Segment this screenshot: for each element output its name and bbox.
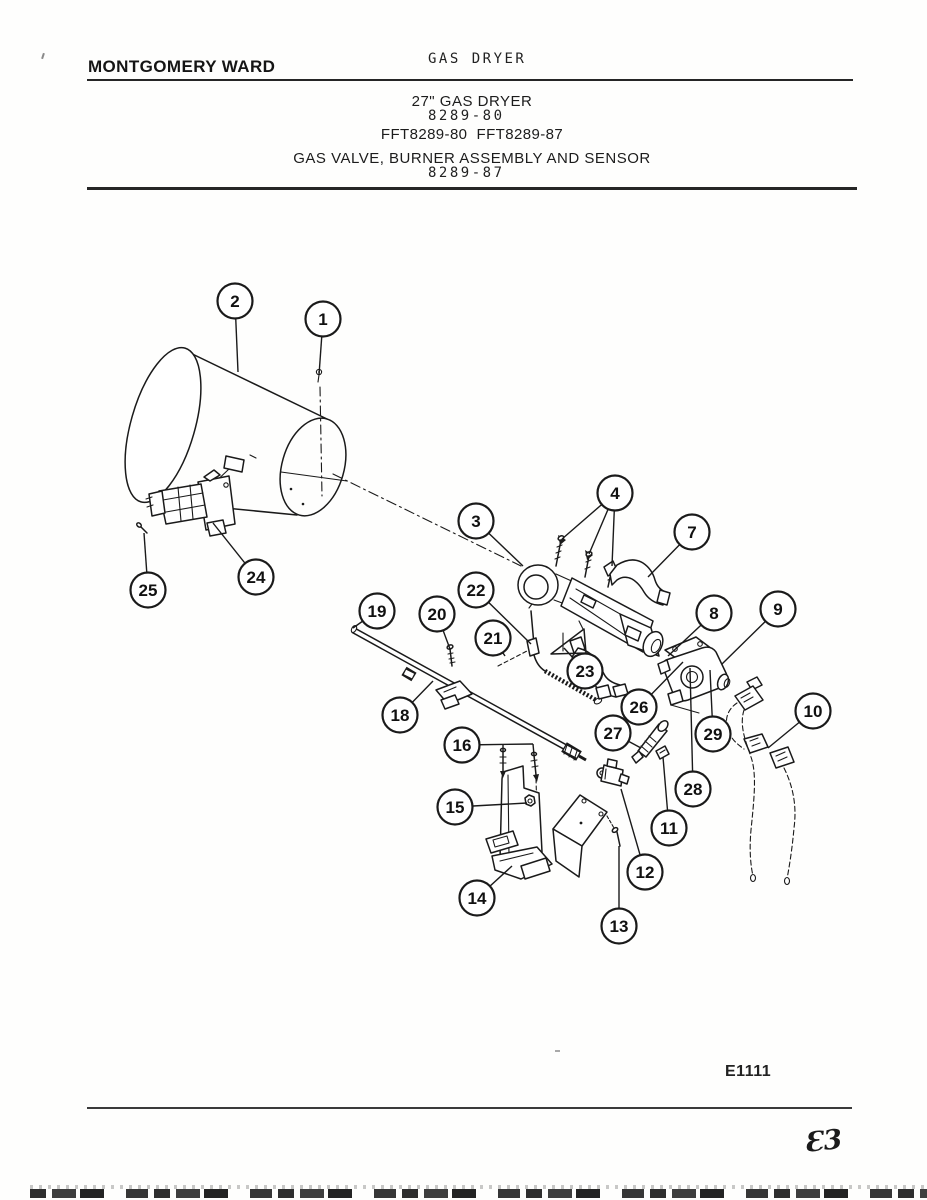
product-title: 27" GAS DRYER (411, 93, 533, 110)
svg-text:29: 29 (703, 725, 723, 744)
callout-4 (598, 476, 633, 511)
svg-text:11: 11 (660, 819, 678, 838)
svg-text:25: 25 (138, 581, 158, 600)
svg-text:16: 16 (452, 736, 472, 755)
callout-3 (459, 504, 494, 539)
svg-text:20: 20 (427, 605, 447, 624)
section-title: GAS VALVE, BURNER ASSEMBLY AND SENSOR (293, 150, 651, 167)
callout-22 (459, 573, 494, 608)
callout-2 (218, 284, 253, 319)
callout-12 (628, 855, 663, 890)
callout-14 (460, 881, 495, 916)
svg-text:14: 14 (467, 889, 487, 908)
callout-23 (568, 654, 603, 689)
svg-text:27: 27 (603, 724, 623, 743)
svg-text:22: 22 (466, 581, 486, 600)
callout-8 (697, 596, 732, 631)
diagram-code: E1111 (725, 1063, 772, 1080)
page-mark-handwritten: Ɛ3 (802, 1124, 844, 1159)
callout-29 (696, 717, 731, 752)
scan-speck (555, 1050, 560, 1052)
callout-balloons (131, 284, 831, 944)
callout-28 (676, 772, 711, 807)
svg-text:26: 26 (629, 698, 649, 717)
callout-26 (622, 690, 657, 725)
typed-line-2: 8289-80 (428, 108, 505, 124)
svg-text:3: 3 (471, 512, 481, 531)
brand-text: MONTGOMERY WARD (88, 57, 276, 76)
svg-text:2: 2 (230, 292, 240, 311)
part-gas-valve (658, 637, 731, 713)
centerlines (210, 387, 614, 846)
typed-line-1: GAS DRYER (428, 51, 527, 67)
callout-16 (445, 728, 480, 763)
svg-text:23: 23 (575, 662, 595, 681)
svg-text:21: 21 (483, 629, 503, 648)
model-numbers: FFT8289-80 FFT8289-87 (380, 126, 564, 143)
part-mount-bracket (486, 748, 607, 879)
part-screws-4 (555, 535, 616, 587)
callout-19 (360, 594, 395, 629)
svg-text:12: 12 (635, 863, 655, 882)
svg-text:13: 13 (609, 917, 629, 936)
callout-18 (383, 698, 418, 733)
svg-text:24: 24 (246, 568, 266, 587)
svg-text:9: 9 (773, 600, 783, 619)
footer-rule (87, 1107, 852, 1109)
svg-text:15: 15 (445, 798, 465, 817)
svg-text:1: 1 (318, 310, 328, 329)
svg-text:19: 19 (367, 602, 387, 621)
callout-11 (652, 811, 687, 846)
callout-9 (761, 592, 796, 627)
svg-text:10: 10 (803, 702, 823, 721)
svg-text:8: 8 (709, 604, 719, 623)
svg-text:28: 28 (683, 780, 703, 799)
svg-text:7: 7 (687, 523, 697, 542)
callout-21 (476, 621, 511, 656)
callout-7 (675, 515, 710, 550)
callout-1 (306, 302, 341, 337)
typed-line-3: 8289-87 (428, 165, 505, 181)
callout-15 (438, 790, 473, 825)
callout-27 (596, 716, 631, 751)
callout-10 (796, 694, 831, 729)
callout-25 (131, 573, 166, 608)
svg-text:4: 4 (610, 484, 620, 503)
leader-16 (533, 744, 534, 755)
part-wire-harness (726, 677, 795, 885)
svg-text:18: 18 (390, 706, 410, 725)
part-upper-bracket (604, 560, 670, 605)
callout-13 (602, 909, 637, 944)
scan-noise-bar (30, 1189, 927, 1198)
callout-20 (420, 597, 455, 632)
callout-24 (239, 560, 274, 595)
